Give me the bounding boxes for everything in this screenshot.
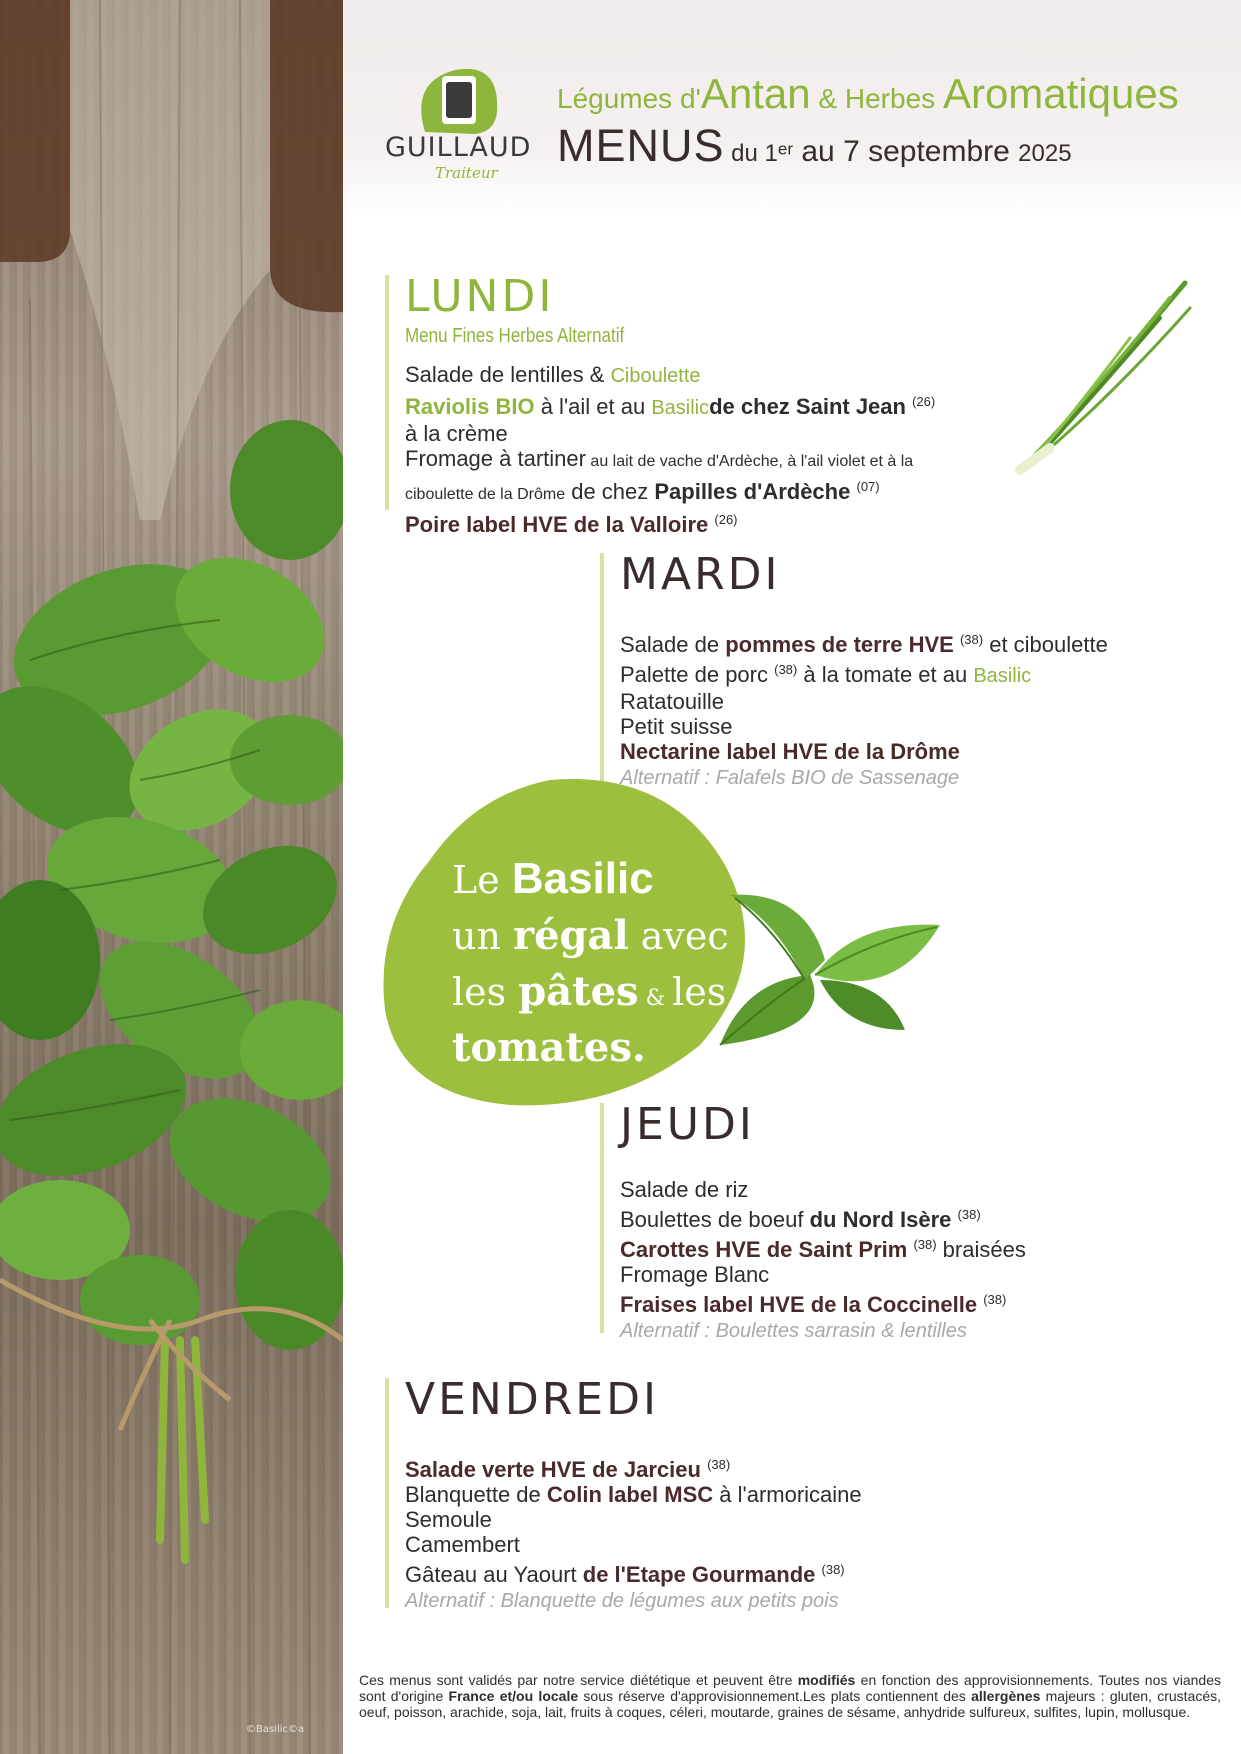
theme-part-1: Légumes d' <box>557 83 701 114</box>
item-origin: de chez Saint Jean <box>709 394 906 419</box>
menu-item <box>405 1452 1105 1482</box>
footer-bold: allergènes <box>971 1688 1041 1704</box>
brand-subtitle: Traiteur <box>435 164 498 182</box>
day-divider <box>600 553 604 783</box>
footer-text: sous réserve d'approvisionnement.Les plats contiennent des <box>578 1688 972 1704</box>
day-title: VENDREDI <box>405 1374 659 1425</box>
item-text: Palette de porc <box>620 662 775 687</box>
basil-bunch-photo <box>0 0 343 1754</box>
item-text: Ratatouille <box>620 689 724 714</box>
callout-highlight: tomates. <box>452 1024 646 1071</box>
menu-item <box>620 689 1220 714</box>
item-origin: de Jarcieu <box>585 1457 701 1482</box>
menu-item <box>620 627 1220 657</box>
day-title: MARDI <box>620 549 781 600</box>
alternative-item: Alternatif : Boulettes sarrasin & lentilles <box>620 1320 967 1342</box>
item-text: braisées <box>936 1237 1026 1262</box>
menu-item <box>620 1287 1220 1317</box>
menu-item <box>620 1232 1220 1262</box>
menu-item <box>405 389 1105 421</box>
callout-word: un <box>452 914 514 958</box>
day-divider <box>600 1103 604 1333</box>
item-detail: ciboulette de la Drôme <box>405 486 566 503</box>
menu-item <box>405 1482 1105 1507</box>
brand-name: GUILLAUD <box>385 132 532 163</box>
item-text: Petit suisse <box>620 714 733 739</box>
item-text: à l'ail et au <box>534 394 652 419</box>
day-divider <box>385 275 389 510</box>
dept-code: (26) <box>714 512 738 527</box>
callout-highlight: régal <box>513 912 629 959</box>
item-text: Fromage Blanc <box>620 1262 770 1287</box>
title-du: du 1 <box>724 140 778 167</box>
dept-code: (38) <box>957 1207 981 1222</box>
menu-item <box>620 657 1220 689</box>
item-origin: du Nord Isère <box>809 1207 952 1232</box>
day-subtitle: Menu Fines Herbes Alternatif <box>405 325 625 347</box>
item-text: Salade de riz <box>620 1177 749 1202</box>
item-highlight: Salade verte HVE <box>405 1457 586 1482</box>
herb-highlight: Ciboulette <box>610 365 701 387</box>
title-menus: MENUS <box>557 120 725 171</box>
item-text: Semoule <box>405 1507 492 1532</box>
callout-word: & <box>638 986 673 1011</box>
menu-item <box>405 446 1105 474</box>
item-text: à la crème <box>405 421 508 446</box>
basil-callout-text <box>452 855 729 1080</box>
callout-word: Le <box>452 858 512 902</box>
footer-note <box>359 1672 1221 1720</box>
footer-text: Ces menus sont validés par notre service diététique et peuvent être <box>359 1672 798 1688</box>
item-text: à l'armoricaine <box>713 1482 862 1507</box>
item-origin: de l'Etape Gourmande <box>582 1562 816 1587</box>
dept-code: (26) <box>912 394 936 409</box>
photo-credit: ©Basilic©a <box>246 1724 305 1735</box>
callout-word: les <box>452 970 519 1014</box>
basil-leaves-icon <box>715 880 970 1055</box>
item-text: Boulettes de boeuf <box>620 1207 810 1232</box>
dept-code: (38) <box>774 662 798 677</box>
menu-item <box>620 1177 1220 1202</box>
dept-code: (38) <box>707 1457 731 1472</box>
item-text: et ciboulette <box>983 632 1108 657</box>
day-divider <box>385 1378 389 1608</box>
theme-part-2: Antan <box>700 70 811 117</box>
item-highlight: pommes de terre HVE <box>725 632 954 657</box>
item-text: Salade de <box>620 632 726 657</box>
item-origin: Papilles d'Ardèche <box>654 479 851 504</box>
item-origin: de la Valloire <box>567 512 709 537</box>
title-year: 2025 <box>1018 140 1072 167</box>
item-text: Fromage à tartiner <box>405 446 586 471</box>
menu-item <box>405 474 1105 507</box>
menu-item <box>405 421 1105 446</box>
menu-item <box>405 1507 1105 1532</box>
menu-item <box>620 739 1220 764</box>
menu-item <box>620 714 1220 739</box>
alternative-item: Alternatif : Falafels BIO de Sassenage <box>620 767 960 789</box>
dept-code: (07) <box>856 479 880 494</box>
callout-word: les <box>672 970 727 1014</box>
item-origin: de Saint Prim <box>760 1237 908 1262</box>
item-origin: de la Drôme <box>827 739 960 764</box>
guillaud-logo <box>385 62 530 190</box>
dept-code: (38) <box>913 1237 937 1252</box>
day-title: JEUDI <box>620 1099 755 1150</box>
theme-part-4: Aromatiques <box>942 70 1179 117</box>
dept-code: (38) <box>983 1292 1007 1307</box>
footer-bold: modifiés <box>797 1672 856 1688</box>
item-highlight: Colin label MSC <box>546 1482 714 1507</box>
menu-item <box>405 1557 1105 1587</box>
theme-part-3: & Herbes <box>810 83 943 114</box>
footer-bold: France et/ou locale <box>448 1688 579 1704</box>
herb-highlight: Basilic <box>651 397 710 419</box>
item-text: à la tomate et au <box>797 662 974 687</box>
callout-word: avec <box>628 914 729 958</box>
menu-item <box>620 1202 1220 1232</box>
basil-photo-panel <box>0 0 343 1754</box>
item-highlight: Nectarine label HVE <box>620 739 828 764</box>
title-range: au 7 septembre <box>793 135 1019 168</box>
item-text: Camembert <box>405 1532 520 1557</box>
footer-text: majeurs : gluten, crustacés, oeuf, poisson, arachide, soja, lait, fruits à coques, céleri, moutarde, graines de sésame, anhydride sulfureux, sulfites, lupin, mollusque. <box>359 1688 1221 1720</box>
item-text: Salade de lentilles & <box>405 362 611 387</box>
menu-title <box>557 120 1072 172</box>
menu-item <box>620 1262 1220 1287</box>
item-detail: au lait de vache d'Ardèche, à l'ail violet et à la <box>585 453 914 470</box>
item-highlight: Fraises label HVE <box>620 1292 805 1317</box>
menu-item <box>405 507 1105 537</box>
dept-code: (38) <box>959 632 984 647</box>
item-highlight: Raviolis BIO <box>405 394 535 419</box>
menu-theme <box>557 70 1179 118</box>
item-text: de chez <box>565 479 655 504</box>
item-text: Blanquette de <box>405 1482 547 1507</box>
item-highlight: Carottes HVE <box>620 1237 761 1262</box>
dept-code: (38) <box>821 1562 845 1577</box>
item-origin: de la Coccinelle <box>804 1292 978 1317</box>
menu-item <box>405 362 1105 389</box>
item-highlight: Poire label HVE <box>405 512 568 537</box>
title-er: er <box>777 139 794 159</box>
item-text: Gâteau au Yaourt <box>405 1562 583 1587</box>
callout-highlight: Basilic <box>511 854 654 903</box>
footer-text: en fonction des approvisionnements. Toutes nos viandes sont d'origine <box>359 1672 1221 1704</box>
alternative-item: Alternatif : Blanquette de légumes aux petits pois <box>405 1590 839 1612</box>
chef-hat-logo-icon <box>385 62 530 142</box>
menu-item <box>405 1532 1105 1557</box>
callout-highlight: pâtes <box>518 968 639 1015</box>
herb-highlight: Basilic <box>973 665 1032 687</box>
day-title: LUNDI <box>405 271 555 322</box>
